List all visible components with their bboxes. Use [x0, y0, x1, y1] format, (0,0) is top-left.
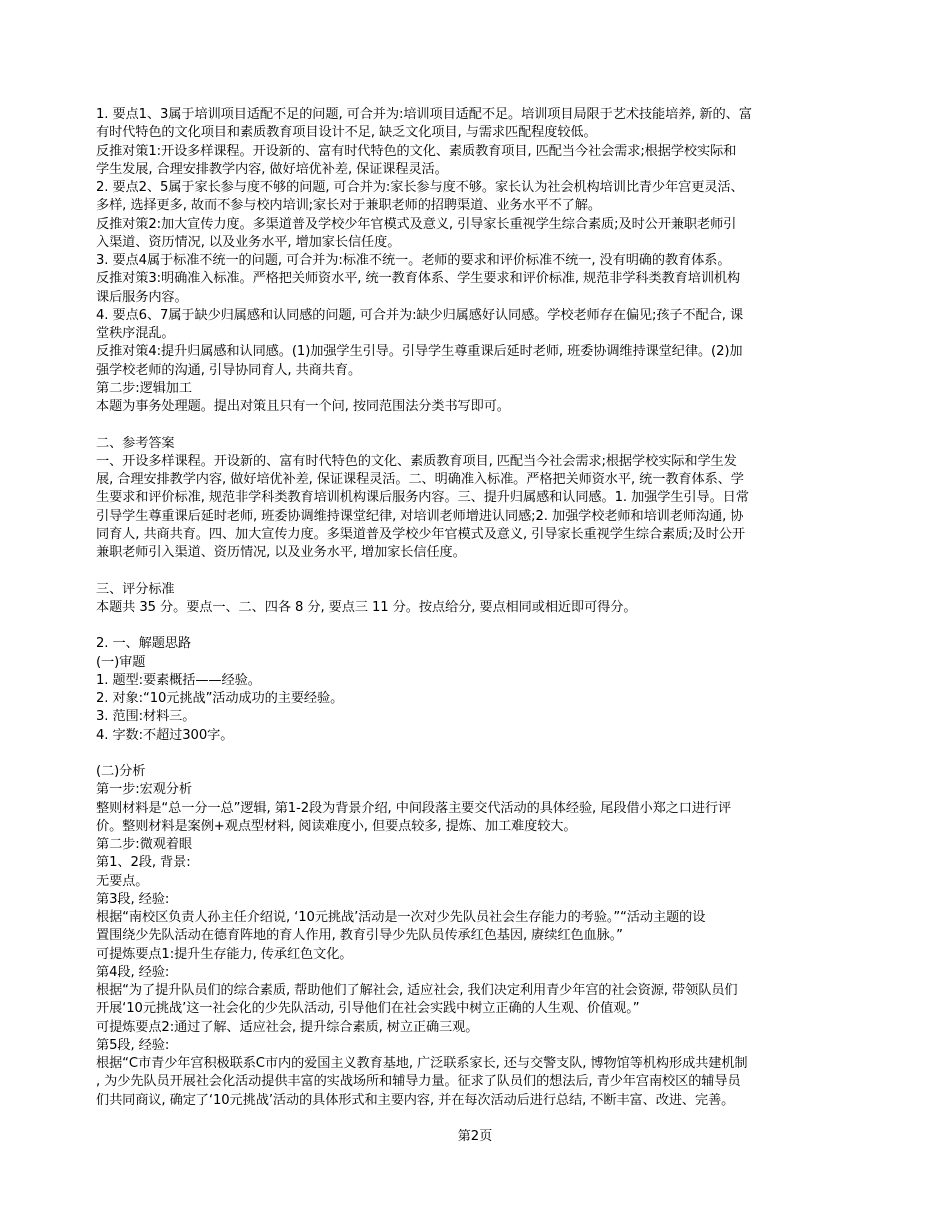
text-line: 生要求和评价标准, 规范非学科类教育培训机构课后服务内容。三、提升归属感和认同感。1. 加强学生引导。日常 [96, 490, 749, 506]
text-line: 同育人, 共商共育。四、加大宣传力度。多渠道普及学校少年官模式及意义, 引导家长重视学生综合素质;及时公开 [96, 526, 745, 542]
text-line: 本题为事务处理题。提出对策且只有一个问, 按同范围法分类书写即可。 [96, 399, 510, 414]
text-line: 4. 字数:不超过300字。 [96, 727, 234, 743]
text-line: 们共同商议, 确定了‘10元挑战’活动的具体形式和主要内容, 并在每次活动后进行总结, 不断丰富、改进、完善。 [96, 1092, 735, 1108]
text-line: 1. 题型:要素概括——经验。 [96, 672, 261, 688]
text-line: 2. 一、解题思路 [96, 636, 191, 652]
text-line: 反推对策2:加大宣传力度。多渠道普及学校少年官模式及意义, 引导家长重视学生综合素质;及时公开兼职老师引 [96, 216, 737, 232]
text-line: 课后服务内容。 [96, 289, 188, 305]
text-line: 第3段, 经验: [96, 891, 170, 907]
text-line: 兼职老师引入渠道、资历情况, 以及业务水平, 增加家长信任度。 [96, 545, 466, 560]
text-line: 二、参考答案 [96, 435, 175, 451]
text-line: 根据“C市青少年宫积极联系C市内的爱国主义教育基地, 广泛联系家长, 还与交警支队, 博物馆等机构形成共建机制 [96, 1056, 748, 1071]
text-line: 开展‘10元挑战’这一社会化的少先队活动, 引导他们在社会实践中树立正确的人生观、价值观。” [96, 1001, 640, 1017]
text-line: 堂秩序混乱。 [96, 326, 175, 341]
page-number: 第2页 [457, 1129, 493, 1144]
blank-line [96, 617, 872, 635]
text-line: 3. 要点4属于标准不统一的问题, 可合并为:标准不统一。老师的要求和评价标准不统一, 没有明确的教育体系。 [96, 253, 731, 268]
text-line: 第二步:微观着眼 [96, 837, 192, 852]
text-line: 学生发展, 合理安排教学内容, 做好培优补差, 保证课程灵活。 [96, 161, 448, 177]
text-line: 3. 范围:材料三。 [96, 709, 196, 725]
text-line: 整则材料是“总一分一总”逻辑, 第1-2段为背景介绍, 中间段落主要交代活动的具体经验, 尾段借小郑之口进行评 [96, 800, 732, 816]
text-line: 第5段, 经验: [96, 1037, 170, 1053]
text-line: 4. 要点6、7属于缺少归属感和认同感的问题, 可合并为:缺少归属感好认同感。学校老师存在偏见;孩子不配合, 课 [96, 307, 744, 323]
text-line: 可提炼要点2:通过了解、适应社会, 提升综合素质, 树立正确三观。 [96, 1019, 479, 1035]
blank-line [96, 416, 872, 434]
text-line: 反推对策3:明确准入标准。严格把关师资水平, 统一教育体系、学生要求和评价标准, 规范非学科类教育培训机构 [96, 271, 741, 287]
text-line: 本题共 35 分。要点一、二、四各 8 分, 要点三 11 分。按点给分, 要点相同或相近即可得分。 [96, 599, 637, 615]
text-line: 入渠道、资历情况, 以及业务水平, 增加家长信任度。 [96, 234, 401, 250]
text-line: 无要点。 [96, 873, 149, 889]
text-line: 根据“为了提升队员们的综合素质, 帮助他们了解社会, 适应社会, 我们决定利用青少年宫的社会资源, 带领队员们 [96, 983, 738, 998]
text-line: (二)分析 [96, 764, 146, 779]
text-line: 根据“南校区负责人孙主任介绍说, ‘10元挑战’活动是一次对少先队员社会生存能力的考验。”“活动主题的设 [96, 910, 706, 925]
text-line: 第4段, 经验: [96, 964, 170, 980]
text-line: , 为少先队员开展社会化活动提供丰富的实战场所和辅导力量。征求了队员们的想法后, 青少年宫南校区的辅导员 [96, 1074, 741, 1090]
text-line: 置围绕少先队活动在德育阵地的育人作用, 教育引导少先队员传承红色基因, 赓续红色血脉。” [96, 928, 623, 944]
text-line: 2. 要点2、5属于家长参与度不够的问题, 可合并为:家长参与度不够。家长认为社会机构培训比青少年宫更灵活、 [96, 180, 744, 195]
text-line: 第1、2段, 背景: [96, 855, 191, 871]
text-line: 有时代特色的文化项目和素质教育项目设计不足, 缺乏文化项目, 与需求匹配程度较低。 [96, 125, 597, 141]
text-line: 反推对策4:提升归属感和认同感。(1)加强学生引导。引导学生尊重课后延时老师, 班委协调维持课堂纪律。(2)加 [96, 344, 743, 360]
text-line: 第一步:宏观分析 [96, 782, 192, 798]
text-line: 三、评分标准 [96, 581, 175, 597]
text-line: (一)审题 [96, 654, 146, 670]
text-line: 展, 合理安排教学内容, 做好培优补差, 保证课程灵活。二、明确准入标准。严格把关师资水平, 统一教育体系、学 [96, 472, 744, 487]
text-line: 1. 要点1、3属于培训项目适配不足的问题, 可合并为:培训项目适配不足。培训项目局限于艺术技能培养, 新的、富 [96, 107, 752, 122]
text-line: 一、开设多样课程。开设新的、富有时代特色的文化、素质教育项目, 匹配当今社会需求;根据学校实际和学生发 [96, 453, 737, 469]
text-line: 2. 对象:“10元挑战”活动成功的主要经验。 [96, 691, 344, 706]
blank-line [96, 562, 872, 580]
text-line: 引导学生尊重课后延时老师, 班委协调维持课堂纪律, 对培训老师增进认同感;2. 加强学校老师和培训老师沟通, 协 [96, 508, 744, 524]
text-line: 强学校老师的沟通, 引导协同育人, 共商共育。 [96, 362, 362, 378]
document-body [96, 106, 872, 1110]
text-line: 第二步:逻辑加工 [96, 380, 192, 396]
blank-line [96, 745, 872, 763]
text-line: 多样, 选择更多, 故而不参与校内培训;家长对于兼职老师的招聘渠道、业务水平不了解。 [96, 198, 601, 214]
text-line: 反推对策1:开设多样课程。开设新的、富有时代特色的文化、素质教育项目, 匹配当今社会需求;根据学校实际和 [96, 143, 737, 159]
text-line: 可提炼要点1:提升生存能力, 传承红色文化。 [96, 946, 353, 962]
text-line: 价。整则材料是案例+观点型材料, 阅读难度小, 但要点较多, 提炼、加工难度较大。 [96, 818, 577, 834]
